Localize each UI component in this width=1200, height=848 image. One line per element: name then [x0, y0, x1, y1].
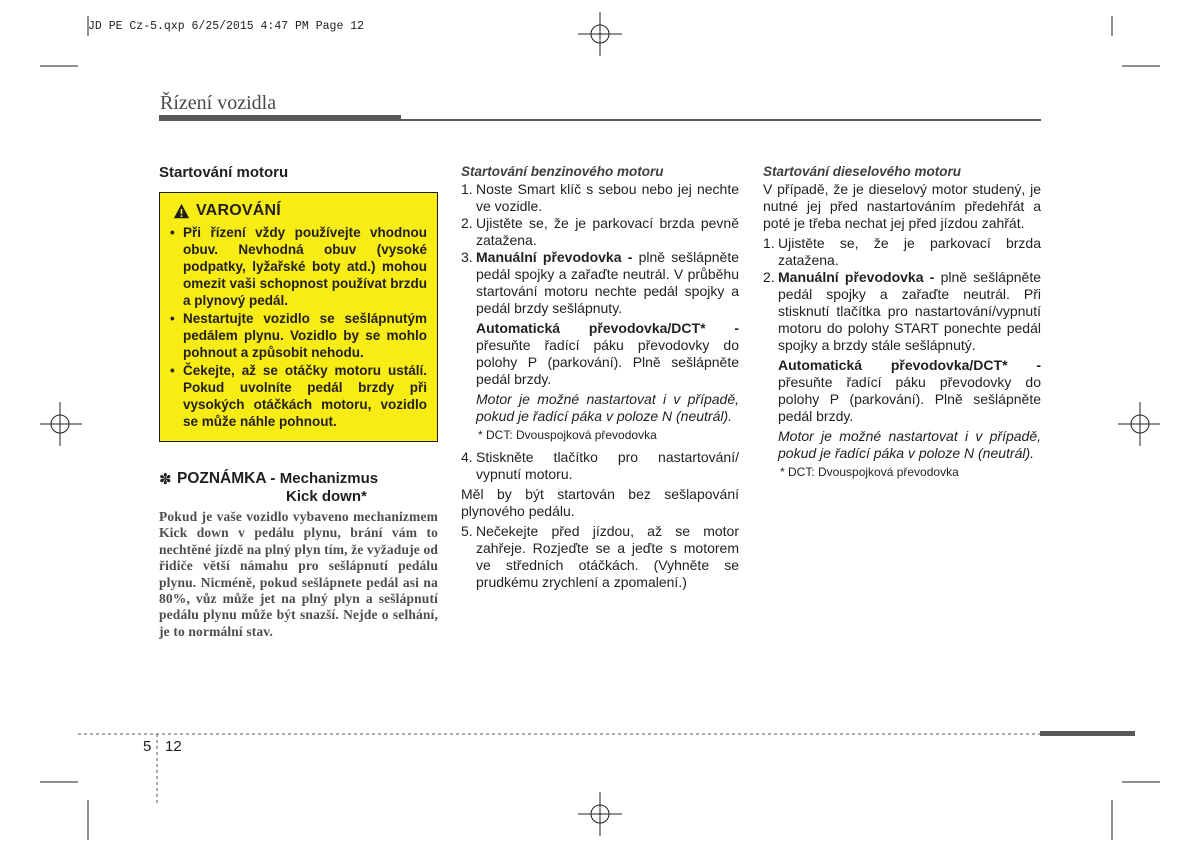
section-number: 5 [143, 738, 152, 755]
list-item: 2. Manuální převodovka - plně sešlápněte pedál spojky a zařaďte neutrál. Při stisknutí tlačítka pro nastartování/vypnutí motoru do polohy START ponechte pedál spojky a brzdy stále sešlápnutý. [763, 269, 1042, 353]
page-number: 12 [165, 738, 182, 755]
section-heading-diesel: Startování dieselového motoru [763, 164, 962, 179]
registration-mark-right [1118, 402, 1160, 446]
note-header [159, 470, 438, 488]
automatic-instructions: Automatická převodovka/DCT* - přesuňte řadící páku převodovky do polohy P (parkování). Plně sešlápněte pedál brzdy. [476, 320, 739, 387]
bullet-icon: • [170, 225, 175, 240]
warning-icon [173, 203, 190, 220]
steps-list [461, 449, 739, 483]
list-item: 4. Stiskněte tlačítko pro nastartování/ vypnutí motoru. [461, 449, 739, 482]
warning-box [159, 192, 438, 442]
bullet-icon: • [170, 311, 175, 326]
title-rule [401, 119, 1041, 121]
automatic-instructions: Automatická převodovka/DCT* - přesuňte řadící páku převodovky do polohy P (parkování). Plně sešlápněte pedál brzdy. [778, 357, 1041, 424]
warning-title: VAROVÁNÍ [196, 202, 281, 219]
list-item: 3. Manuální převodovka - plně sešlápněte pedál spojky a zařaďte neutrál. V průběhu startování motoru nechte pedál spojky a pedál brzdy sešlápnuty. [461, 249, 740, 316]
list-item: 5. Nečekejte před jízdou, až se motor zahřeje. Rozjeďte se a jeďte s motorem ve středních otáčkách. (Vyhněte se prudkému zrychlení a zpomalení.) [461, 523, 739, 590]
note-subtitle-2: Kick down* [286, 488, 367, 505]
section-heading: Startování motoru [159, 164, 289, 181]
note-subtitle: Mechanizmus [279, 470, 379, 487]
steps-list [763, 235, 1041, 354]
note-star-icon: ✽ [159, 471, 172, 488]
title-rule-accent [159, 115, 401, 121]
list-item: 2. Ujistěte se, že je parkovací brzda pevně zatažena. [461, 215, 739, 248]
warning-item: • Při řízení vždy používejte vhodnou obuv. Nevhodná obuv (vysoké podpatky, lyžařské boty atd.) mohou omezit vaši schopnost používat brzdu a plynový pedál. [170, 225, 427, 308]
print-slug: JD PE Cz-5.qxp 6/25/2015 4:47 PM Page 12 [88, 20, 365, 33]
registration-mark-top [578, 12, 622, 56]
registration-mark-left [40, 402, 82, 446]
list-item: 1. Noste Smart klíč s sebou nebo jej nechte ve vozidle. [461, 181, 739, 214]
italic-note: Motor je možné nastartovat i v případě, pokud je řadící páka v poloze N (neutrál). [778, 428, 1041, 461]
footnote: * DCT: Dvouspojková převodovka [478, 428, 657, 442]
column-2 [461, 164, 739, 591]
list-item: 1. Ujistěte se, že je parkovací brzda zatažena. [763, 235, 1041, 268]
column-3 [763, 164, 1041, 486]
steps-list [461, 181, 739, 317]
warning-header [173, 202, 427, 220]
note-body: Pokud je vaše vozidlo vybaveno mechanizmem Kick down v pedálu plynu, brání vám to nechtěné jízdě na plný plyn tím, že vyžaduje od řidiče větší námahu pro sešlápnutí pedálu plynu. Nicméně, pokud sešlápnete pedál asi na 80%, vůz může jet na plný plyn a sešlápnutí pedálu plynu může být snazší. Nejde o selhání, je to normální stav. [159, 509, 438, 639]
italic-note: Motor je možné nastartovat i v případě, pokud je řadící páka v poloze N (neutrál). [476, 391, 739, 424]
section-heading-petrol: Startování benzinového motoru [461, 164, 664, 179]
footer-bar [1040, 731, 1135, 736]
page-title: Řízení vozidla [160, 92, 277, 114]
paragraph: V případě, že je dieselový motor studený, je nutné jej před nastartováním předehřát a poté je třeba nechat jej před jízdou zahřát. [763, 181, 1041, 231]
registration-mark-bottom [578, 792, 622, 836]
warning-item: • Nestartujte vozidlo se sešlápnutým pedálem plynu. Vozidlo by se mohlo pohnout a způsobit nehodu. [170, 311, 427, 360]
warning-list [170, 224, 427, 430]
paragraph: Měl by být startován bez sešlapování plynového pedálu. [461, 486, 739, 519]
warning-item: • Čekejte, až se otáčky motoru ustálí. Pokud uvolníte pedál brzdy při vysokých otáčkách motoru, vozidlo se může náhle pohnout. [170, 363, 427, 429]
steps-list [461, 523, 739, 591]
column-1 [159, 164, 438, 640]
bullet-icon: • [170, 363, 175, 378]
note-title: POZNÁMKA - Mechanizmus [177, 470, 379, 487]
footnote: * DCT: Dvouspojková převodovka [780, 465, 959, 479]
